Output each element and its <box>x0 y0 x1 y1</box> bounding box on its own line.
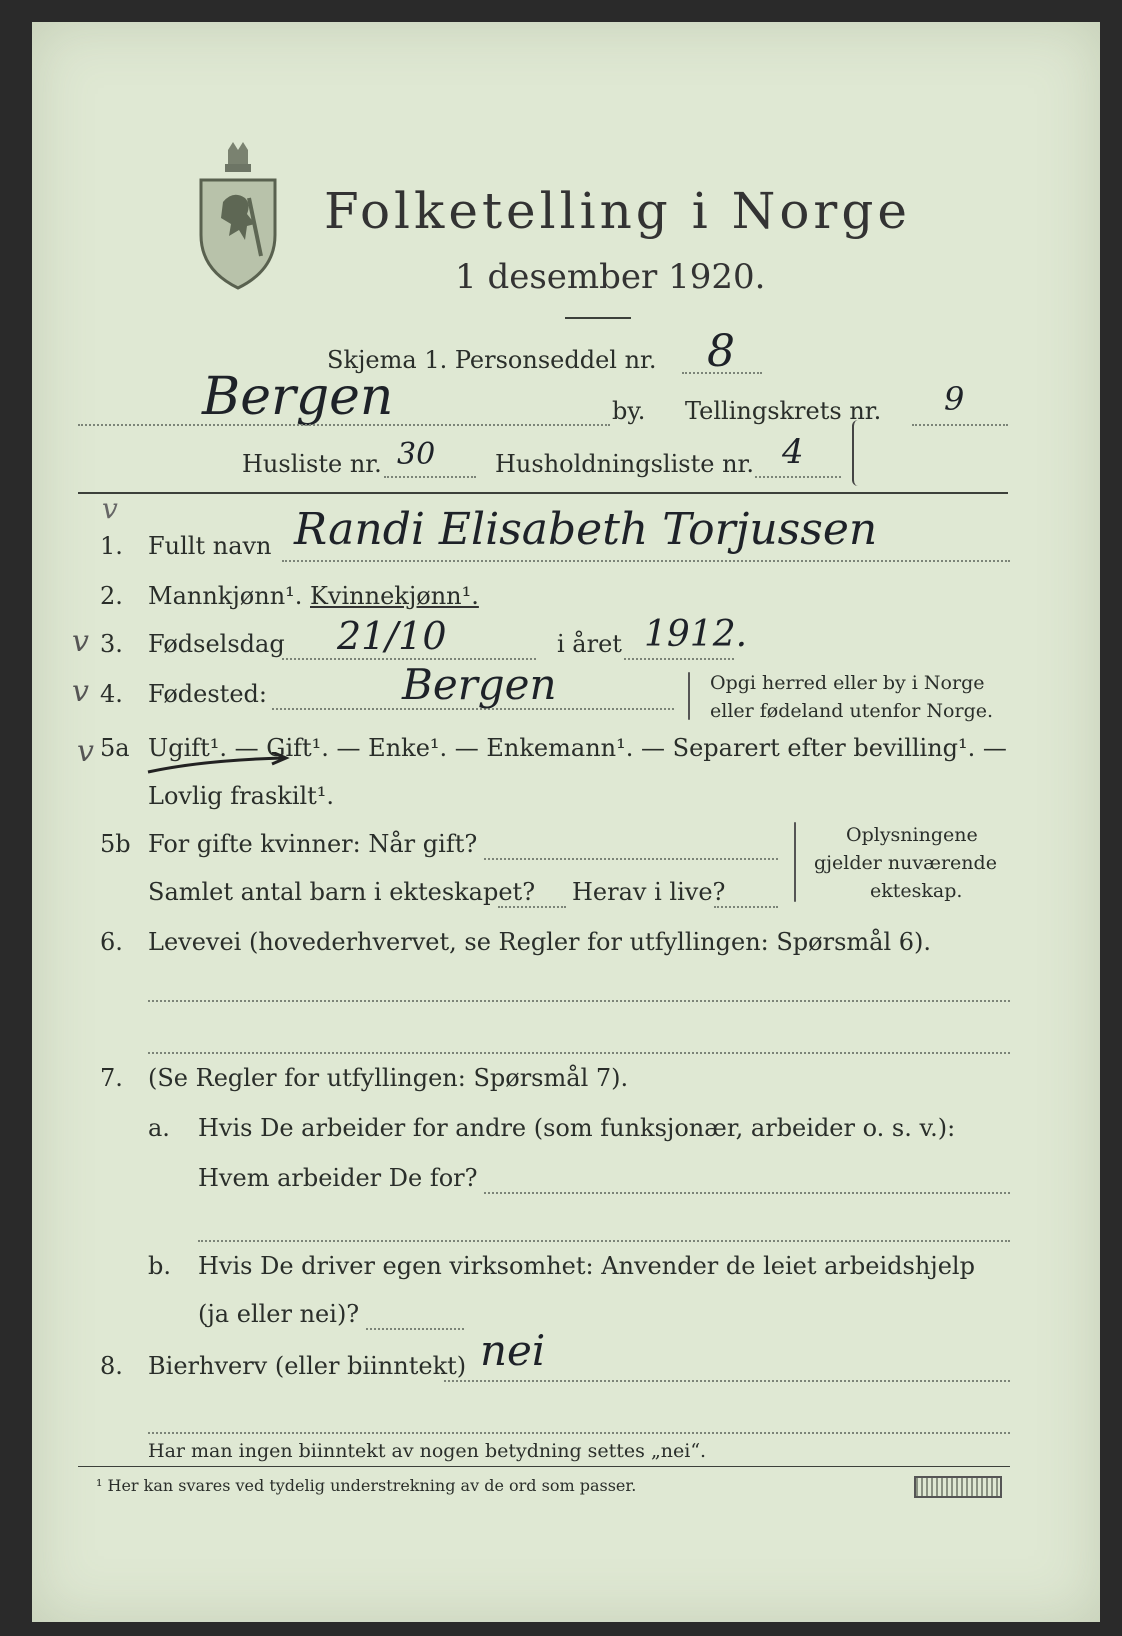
q5b-line1: For gifte kvinner: Når gift? <box>148 830 478 858</box>
q5b-note-line1: Oplysningene <box>846 824 978 846</box>
q7a-number: a. <box>148 1114 170 1142</box>
q6-dotted-line-1 <box>148 1000 1010 1002</box>
pencil-bracket-mark <box>852 420 864 486</box>
q4-note-line1: Opgi herred eller by i Norge <box>710 672 985 694</box>
pencil-check-mark-q3: v <box>72 624 89 659</box>
q7a-line1: Hvis De arbeider for andre (som funksjonær, arbeider o. s. v.): <box>198 1114 956 1142</box>
q5b-note-line2: gjelder nuværende <box>814 852 997 874</box>
q1-label: Fullt navn <box>148 532 272 560</box>
q5b-note-line3: ekteskap. <box>870 880 963 902</box>
q5b-number: 5b <box>100 830 131 858</box>
q7a-dotted-line-1 <box>484 1192 1010 1194</box>
title-divider <box>565 317 631 319</box>
q1-dotted-line <box>282 560 1010 562</box>
by-label: by. <box>612 397 646 425</box>
birth-year-handwritten: 1912. <box>644 614 748 655</box>
full-name-handwritten: Randi Elisabeth Torjussen <box>294 504 878 555</box>
q7a-line2: Hvem arbeider De for? <box>198 1164 478 1192</box>
q2-male-option: Mannkjønn¹. <box>148 582 303 610</box>
bierhverv-handwritten: nei <box>480 1326 546 1375</box>
q1-number: 1. <box>100 532 123 560</box>
pencil-check-mark-q4: v <box>72 674 89 709</box>
husholdningsliste-dotted-line <box>755 476 841 478</box>
q7-label: (Se Regler for utfyllingen: Spørsmål 7). <box>148 1064 629 1092</box>
q5b-line2b: Herav i live? <box>572 878 726 906</box>
q2-female-option: Kvinnekjønn¹. <box>310 582 479 610</box>
printer-stamp-icon <box>914 1476 1002 1498</box>
q7b-line1: Hvis De driver egen virksomhet: Anvender de leiet arbeidshjelp <box>198 1252 975 1280</box>
census-form <box>32 22 1100 1622</box>
tellingskrets-label: Tellingskrets nr. <box>685 397 882 425</box>
q4-note-brace <box>688 672 690 720</box>
skjema-label: Skjema 1. Personseddel nr. <box>327 346 657 374</box>
husliste-dotted-line <box>384 476 476 478</box>
q4-number: 4. <box>100 680 123 708</box>
q8-label: Bierhverv (eller biinntekt) <box>148 1352 467 1380</box>
birthplace-handwritten: Bergen <box>402 660 557 709</box>
husholdningsliste-number: 4 <box>782 432 804 472</box>
q5b-children-dotted-line <box>498 906 566 908</box>
form-title: Folketelling i Norge <box>324 182 911 240</box>
q7b-line2: (ja eller nei)? <box>198 1300 360 1328</box>
birth-date-handwritten: 21/10 <box>337 614 447 658</box>
personseddel-number: 8 <box>707 326 735 377</box>
q3-label: Fødselsdag <box>148 630 285 658</box>
q7a-dotted-line-2 <box>198 1240 1010 1242</box>
pencil-check-mark-q5a: v <box>77 734 94 769</box>
husliste-number: 30 <box>397 437 436 472</box>
q6-dotted-line-2 <box>148 1052 1010 1054</box>
q5a-number: 5a <box>100 734 130 762</box>
tellingskrets-number: 9 <box>944 380 965 418</box>
q6-number: 6. <box>100 928 123 956</box>
q4-label: Fødested: <box>148 680 267 708</box>
header-divider <box>78 492 1008 494</box>
husholdningsliste-label: Husholdningsliste nr. <box>495 450 754 478</box>
biinntekt-note: Har man ingen biinntekt av nogen betydning settes „nei“. <box>148 1440 707 1462</box>
q4-note-line2: eller fødeland utenfor Norge. <box>710 700 994 722</box>
q3-year-dotted-line <box>624 658 734 660</box>
q2-number: 2. <box>100 582 123 610</box>
pencil-mark-q1: v <box>102 492 118 525</box>
q8-dotted-line <box>444 1380 1010 1382</box>
q5b-married-dotted-line <box>484 858 778 860</box>
q7-number: 7. <box>100 1064 123 1092</box>
city-name-handwritten: Bergen <box>202 367 394 427</box>
q5b-line2a: Samlet antal barn i ekteskapet? <box>148 878 536 906</box>
ugift-underline-arrow <box>144 752 294 776</box>
q3-number: 3. <box>100 630 123 658</box>
q5a-options-line1: Ugift¹. — Gift¹. — Enke¹. — Enkemann¹. — Separert efter bevilling¹. — <box>148 734 1007 762</box>
city-dotted-line <box>78 424 610 426</box>
q5a-options-line2: Lovlig fraskilt¹. <box>148 782 335 810</box>
q8-dotted-line-2 <box>148 1432 1010 1434</box>
q7b-dotted-line <box>366 1328 464 1330</box>
census-date: 1 desember 1920. <box>455 257 766 297</box>
coat-of-arms-icon <box>195 140 281 290</box>
husliste-label: Husliste nr. <box>242 450 382 478</box>
q8-number: 8. <box>100 1352 123 1380</box>
q5b-alive-dotted-line <box>714 906 778 908</box>
footnote-text: ¹ Her kan svares ved tydelig understrekning av de ord som passer. <box>96 1476 637 1495</box>
footnote-divider <box>78 1466 1010 1467</box>
q5b-note-brace <box>794 822 796 902</box>
q6-label: Levevei (hovederhvervet, se Regler for utfyllingen: Spørsmål 6). <box>148 928 932 956</box>
q3-year-label: i året <box>557 630 622 658</box>
q7b-number: b. <box>148 1252 171 1280</box>
tellingskrets-dotted-line <box>912 424 1008 426</box>
